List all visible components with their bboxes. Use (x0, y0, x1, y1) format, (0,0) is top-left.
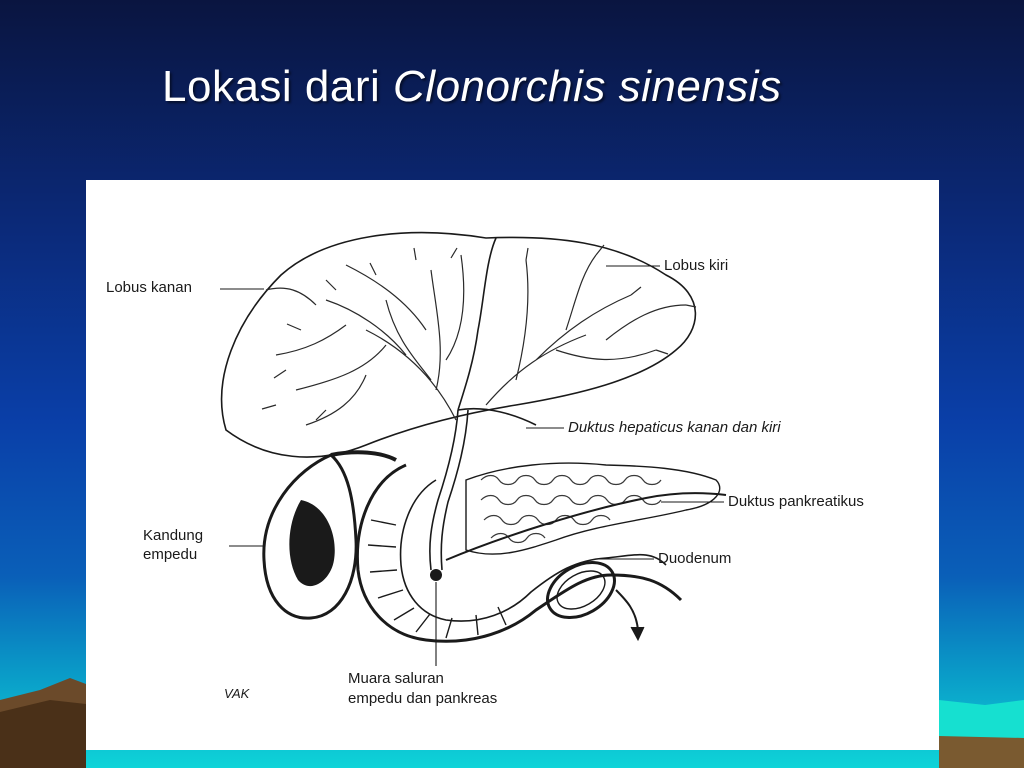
anatomy-figure (86, 180, 939, 750)
label-duodenum: Duodenum (658, 550, 732, 567)
pancreas (466, 463, 720, 554)
bile-duct-branches-right (262, 248, 464, 425)
illustrator-signature: VAK (224, 686, 250, 701)
slide-title (162, 62, 782, 112)
ampulla (430, 569, 442, 581)
label-lobus-kiri: Lobus kiri (664, 257, 729, 274)
title-species: Clonorchis sinensis (393, 62, 782, 111)
label-muara-line1: Muara saluran (348, 670, 444, 687)
label-kandung-empedu-line1: Kandung (143, 527, 204, 544)
exit-arrow (616, 590, 638, 630)
gallbladder (264, 452, 396, 618)
common-bile-duct (430, 410, 458, 570)
label-kandung-empedu-line2: empedu (143, 546, 198, 563)
liver-lobe-divider (458, 238, 496, 410)
title-prefix: Lokasi dari (162, 62, 381, 111)
label-duktus-pankreatikus: Duktus pankreatikus (728, 493, 864, 510)
label-lobus-kanan: Lobus kanan (106, 279, 192, 296)
label-duktus-hepaticus: Duktus hepaticus kanan dan kiri (568, 419, 781, 436)
duodenum (357, 465, 681, 641)
label-muara-line2: empedu dan pankreas (348, 690, 498, 707)
anatomy-illustration (86, 180, 939, 750)
